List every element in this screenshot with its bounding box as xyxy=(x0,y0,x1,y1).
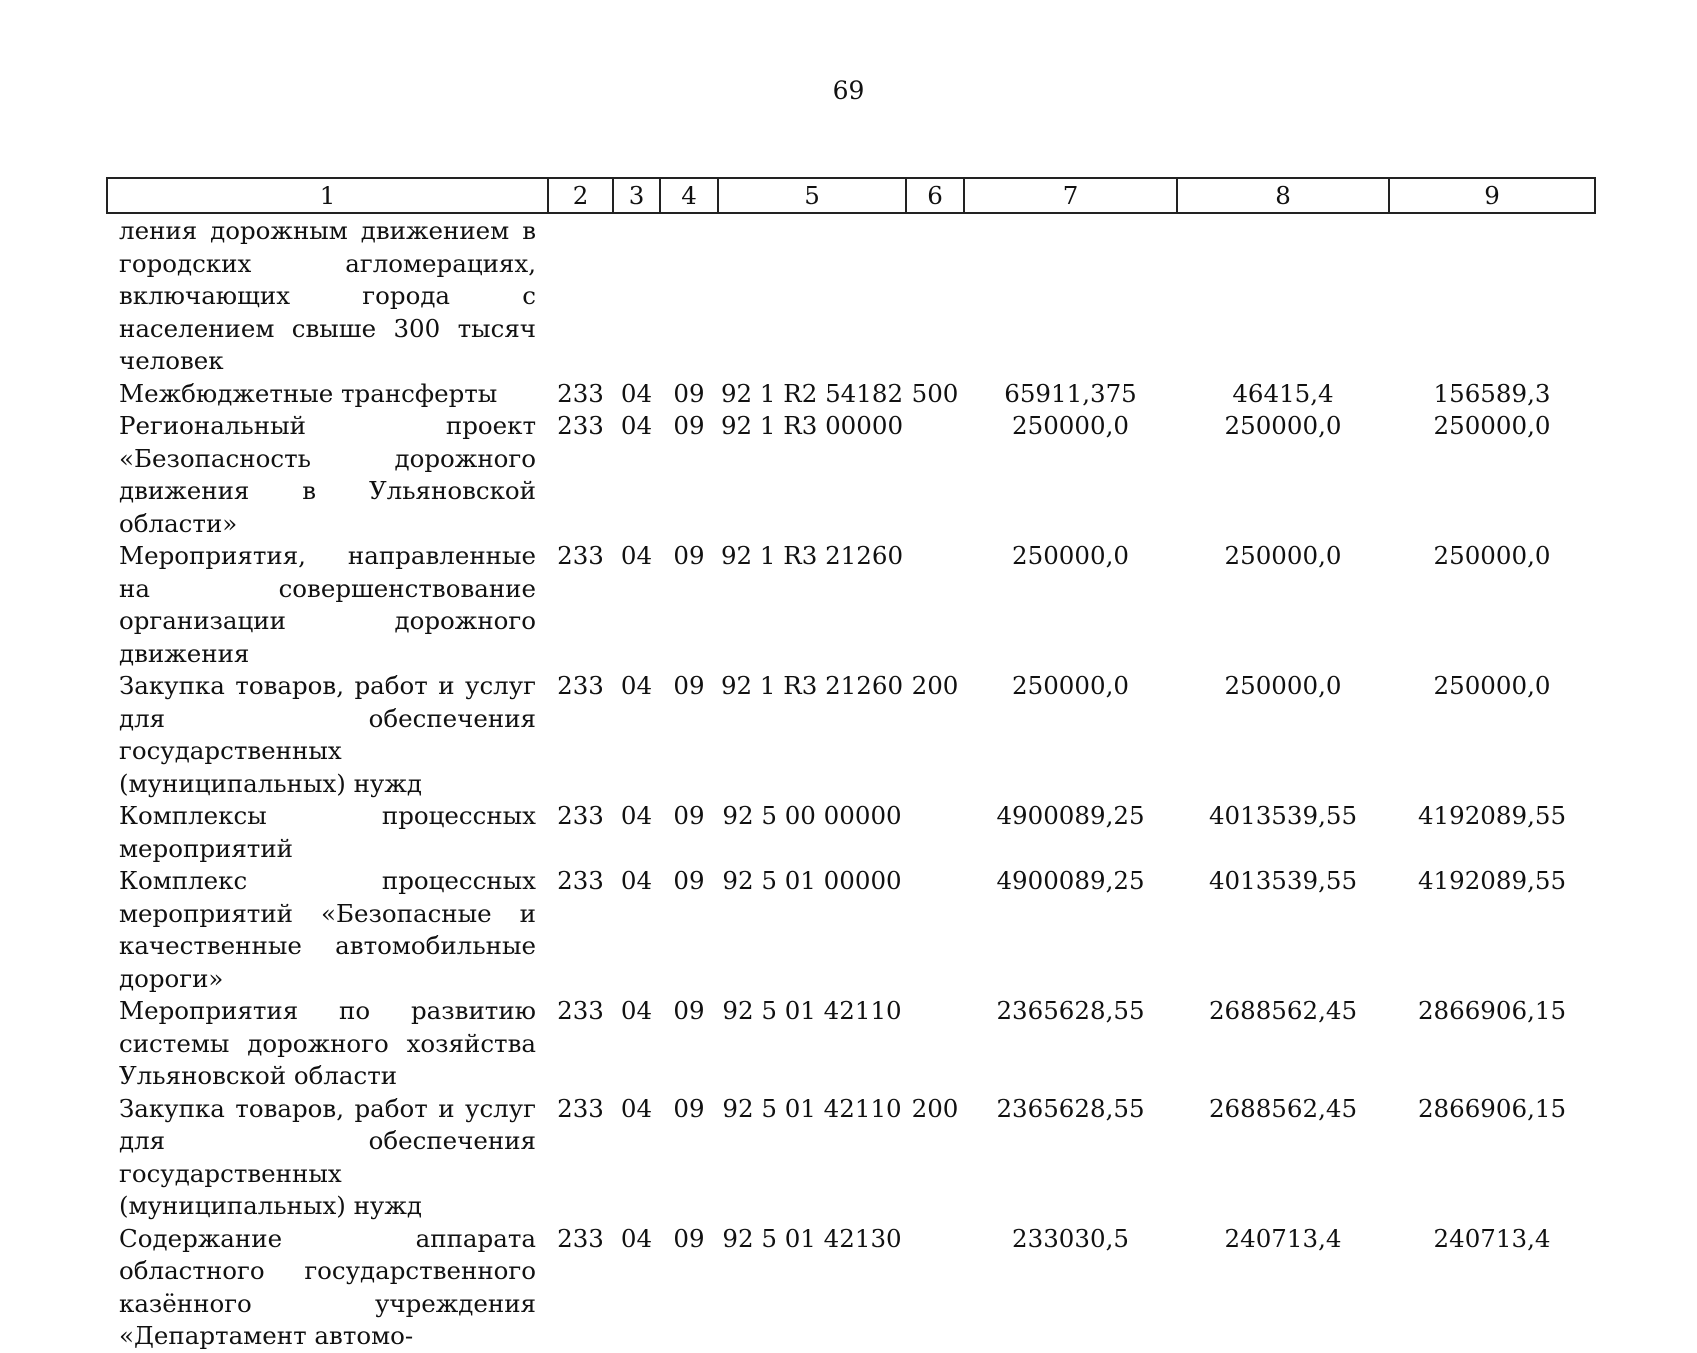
code-cell-5: 92 5 01 42130 xyxy=(722,1223,902,1253)
code-cell-4: 09 xyxy=(673,1223,705,1253)
code-cell-2: 233 xyxy=(557,411,604,440)
row-name-cell: Комплекс процессных мероприятий «Безопасные и качественные автомобильные дороги» xyxy=(119,866,536,993)
code-cell-2: 233 xyxy=(557,671,604,700)
amount-cell-7: 233030,5 xyxy=(1012,1223,1129,1253)
amount-cell-9: 240713,4 xyxy=(1433,1223,1551,1253)
code-cell-2 xyxy=(548,213,613,378)
column-header-5: 5 xyxy=(718,178,906,213)
code-cell-3: 04 xyxy=(620,801,653,830)
amount-cell-7: 250000,0 xyxy=(1012,411,1129,440)
code-cell-4: 09 xyxy=(673,378,705,408)
table-row xyxy=(107,800,1595,865)
row-name-cell: Закупка товаров, работ и услуг для обеспечения государственных (муниципальных) нужд xyxy=(119,1093,536,1220)
row-name-cell: Комплексы процессных мероприятий xyxy=(119,801,536,863)
column-header-6: 6 xyxy=(906,178,964,213)
code-cell-4: 09 xyxy=(673,996,705,1025)
code-cell-4: 09 xyxy=(673,671,705,700)
code-cell-2: 233 xyxy=(557,378,604,408)
column-header-1: 1 xyxy=(107,178,548,213)
code-cell-4 xyxy=(660,213,718,378)
code-cell-2: 233 xyxy=(557,996,604,1025)
code-cell-3: 04 xyxy=(620,866,653,895)
code-cell-3: 04 xyxy=(620,411,653,440)
amount-cell-9: 2866906,15 xyxy=(1417,996,1567,1025)
amount-cell-8: 250000,0 xyxy=(1224,671,1342,700)
row-name-cell: ления дорожным движением в городских агломерациях, включающих города с населением свыше 300 тысяч человек xyxy=(119,216,536,375)
amount-cell-9: 156589,3 xyxy=(1433,378,1551,408)
code-cell-2: 233 xyxy=(557,1223,604,1253)
code-cell-5: 92 1 R2 54182 xyxy=(720,378,904,408)
amount-cell-9: 2866906,15 xyxy=(1417,1093,1567,1123)
amount-cell-7: 4900089,25 xyxy=(996,866,1145,895)
budget-table xyxy=(106,177,1596,1353)
amount-cell-8: 46415,4 xyxy=(1232,378,1334,408)
code-cell-5: 92 1 R3 21260 xyxy=(720,541,904,570)
amount-cell-9: 250000,0 xyxy=(1433,671,1551,700)
code-cell-3: 04 xyxy=(620,1093,653,1123)
page-number: 69 xyxy=(832,76,865,105)
row-name-cell: Мероприятия по развитию системы дорожного хозяйства Ульяновской области xyxy=(119,996,536,1090)
code-cell-4: 09 xyxy=(673,801,705,830)
code-cell-5: 92 5 01 42110 xyxy=(722,996,902,1025)
code-cell-3: 04 xyxy=(620,378,653,408)
column-header-3: 3 xyxy=(613,178,660,213)
column-header-4: 4 xyxy=(660,178,718,213)
amount-cell-7: 2365628,55 xyxy=(996,996,1145,1025)
amount-cell-8: 4013539,55 xyxy=(1208,801,1358,830)
code-cell-3 xyxy=(613,213,660,378)
code-cell-6 xyxy=(906,865,964,995)
column-header-9: 9 xyxy=(1389,178,1595,213)
row-name-cell: Региональный проект «Безопасность дорожного движения в Ульяновской области» xyxy=(119,411,536,538)
code-cell-5: 92 1 R3 00000 xyxy=(720,411,904,440)
code-cell-6 xyxy=(906,540,964,670)
amount-cell-9: 4192089,55 xyxy=(1417,866,1567,895)
code-cell-3: 04 xyxy=(620,996,653,1025)
amount-cell-9: 250000,0 xyxy=(1433,411,1551,440)
table-body xyxy=(107,213,1595,1353)
code-cell-5: 92 5 00 00000 xyxy=(722,801,902,830)
header-row xyxy=(107,178,1595,213)
table-row xyxy=(107,865,1595,995)
amount-cell-9: 250000,0 xyxy=(1433,541,1551,570)
code-cell-3: 04 xyxy=(620,1223,653,1253)
amount-cell-8: 250000,0 xyxy=(1224,411,1342,440)
table-row xyxy=(107,670,1595,800)
table-row xyxy=(107,378,1595,411)
table-row xyxy=(107,995,1595,1093)
column-header-2: 2 xyxy=(548,178,613,213)
amount-cell-8 xyxy=(1177,213,1389,378)
code-cell-2: 233 xyxy=(557,1093,604,1123)
table-row xyxy=(107,1223,1595,1353)
amount-cell-7: 65911,375 xyxy=(1004,378,1137,408)
amount-cell-7 xyxy=(964,213,1177,378)
amount-cell-8: 2688562,45 xyxy=(1208,996,1358,1025)
amount-cell-7: 4900089,25 xyxy=(996,801,1145,830)
code-cell-4: 09 xyxy=(673,541,705,570)
row-name-cell: Межбюджетные трансферты xyxy=(119,378,498,408)
code-cell-6: 200 xyxy=(911,671,959,700)
code-cell-6: 200 xyxy=(911,1093,959,1123)
code-cell-5: 92 1 R3 21260 xyxy=(720,671,904,700)
code-cell-6 xyxy=(906,995,964,1093)
amount-cell-7: 250000,0 xyxy=(1012,671,1129,700)
code-cell-5: 92 5 01 00000 xyxy=(722,866,902,895)
code-cell-5: 92 5 01 42110 xyxy=(722,1093,902,1123)
table-row xyxy=(107,1093,1595,1223)
row-name-cell: Закупка товаров, работ и услуг для обеспечения государственных (муниципальных) нужд xyxy=(119,671,536,798)
code-cell-2: 233 xyxy=(557,541,604,570)
amount-cell-8: 250000,0 xyxy=(1224,541,1342,570)
amount-cell-9: 4192089,55 xyxy=(1417,801,1567,830)
amount-cell-7: 250000,0 xyxy=(1012,541,1129,570)
table-row xyxy=(107,540,1595,670)
amount-cell-8: 240713,4 xyxy=(1224,1223,1342,1253)
code-cell-3: 04 xyxy=(620,541,653,570)
code-cell-5 xyxy=(718,213,906,378)
row-name-cell: Содержание аппарата областного государственного казённого учреждения «Департамент автомо- xyxy=(119,1223,536,1350)
row-name-cell: Мероприятия, направленные на совершенствование организации дорожного движения xyxy=(119,541,536,668)
column-header-7: 7 xyxy=(964,178,1177,213)
amount-cell-8: 2688562,45 xyxy=(1208,1093,1358,1123)
code-cell-4: 09 xyxy=(673,1093,705,1123)
code-cell-6 xyxy=(906,800,964,865)
code-cell-6: 500 xyxy=(911,378,959,408)
code-cell-6 xyxy=(906,1223,964,1353)
code-cell-2: 233 xyxy=(557,866,604,895)
code-cell-6 xyxy=(906,213,964,378)
table-row xyxy=(107,410,1595,540)
code-cell-4: 09 xyxy=(673,411,705,440)
amount-cell-7: 2365628,55 xyxy=(996,1093,1145,1123)
code-cell-6 xyxy=(906,410,964,540)
code-cell-2: 233 xyxy=(557,801,604,830)
table-row xyxy=(107,213,1595,378)
code-cell-4: 09 xyxy=(673,866,705,895)
amount-cell-8: 4013539,55 xyxy=(1208,866,1358,895)
code-cell-3: 04 xyxy=(620,671,653,700)
amount-cell-9 xyxy=(1389,213,1595,378)
column-header-8: 8 xyxy=(1177,178,1389,213)
